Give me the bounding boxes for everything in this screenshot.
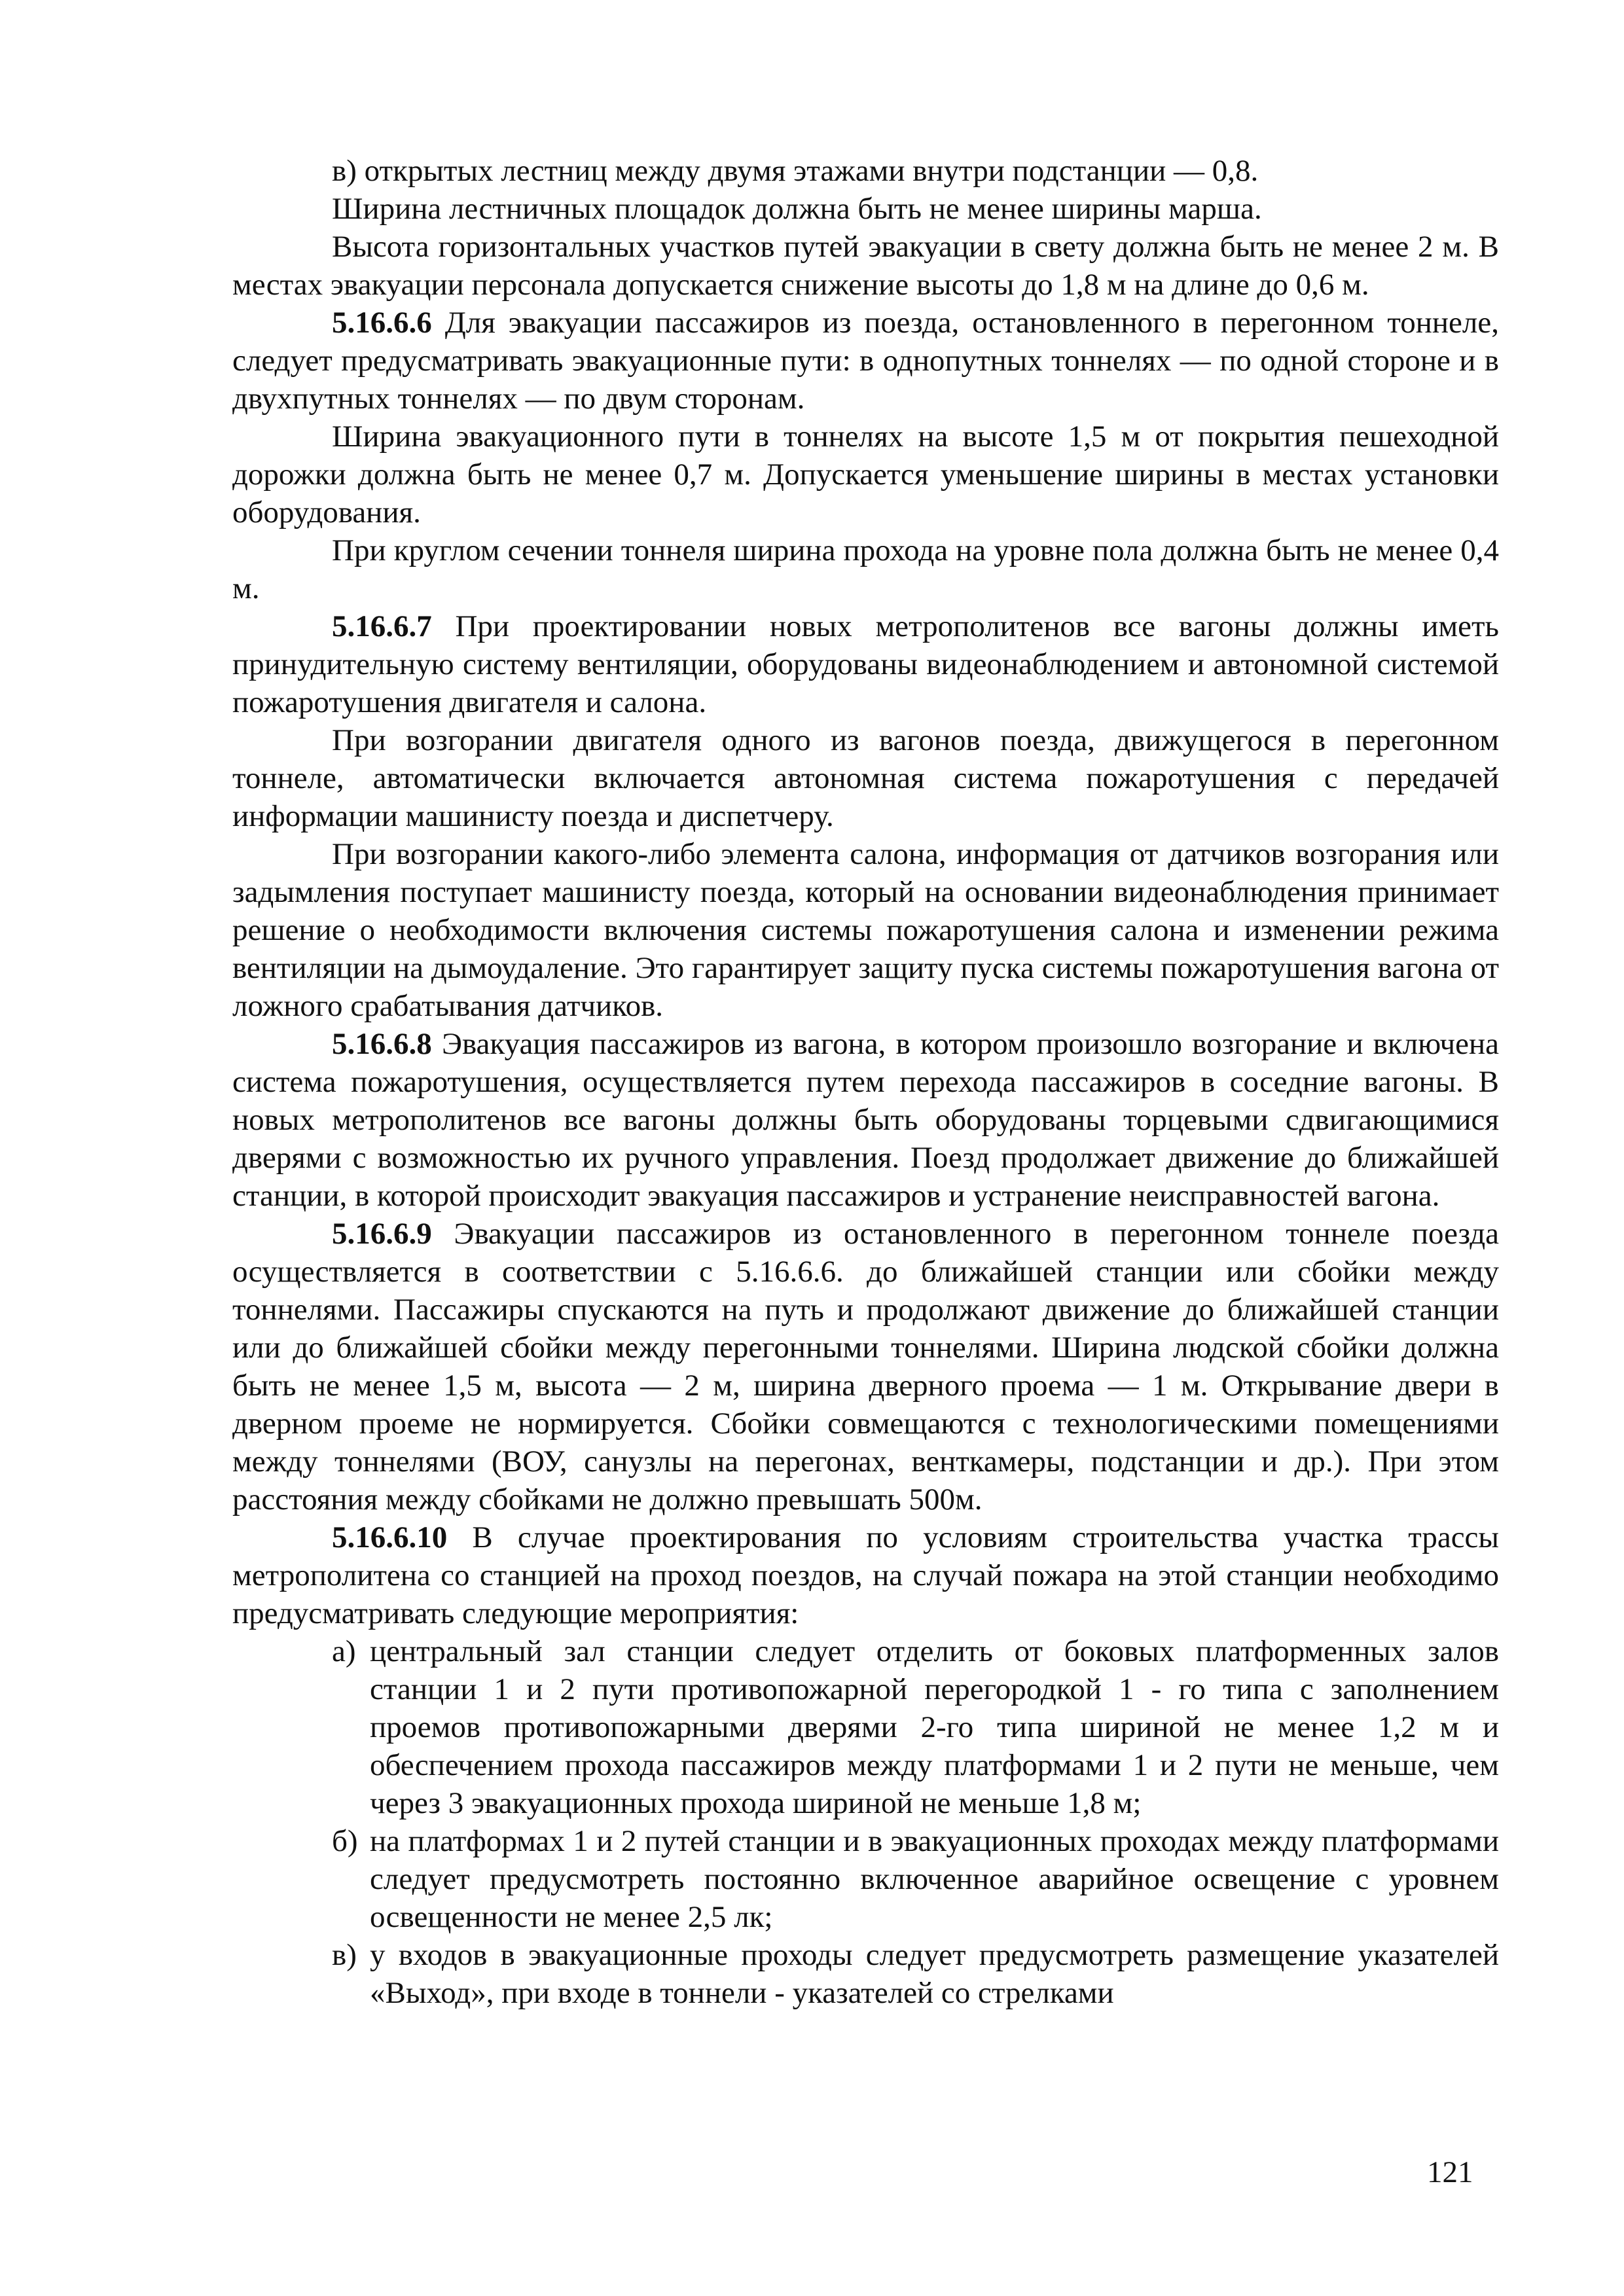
- clause-5-16-6-7: [232, 607, 1499, 721]
- list-marker: б): [332, 1824, 358, 1858]
- paragraph-salon-fire: При возгорании какого-либо элемента салона, информация от датчиков возгорания или задымления поступает машинисту поезда, который на основании видеонаблюдения принимает решение о необходимости включения системы пожаротушения салона и изменении режима вентиляции на дымоудаление. Это гарантирует защиту пуска системы пожаротушения вагона от ложного срабатывания датчиков.: [232, 837, 1499, 1023]
- clause-number: 5.16.6.9: [332, 1217, 432, 1251]
- list-marker: в): [332, 1938, 357, 1972]
- measures-list: [232, 1632, 1499, 2012]
- clause-text: В случае проектирования по условиям строительства участка трассы метрополитена со станцией на проход поездов, на случай пожара на этой станции необходимо предусматривать следующие мероприятия:: [232, 1520, 1499, 1630]
- clause-5-16-6-8: [232, 1025, 1499, 1215]
- list-item-text: центральный зал станции следует отделить от боковых платформенных залов станции 1 и 2 пути противопожарной перегородкой 1 - го типа с заполнением проемов противопожарными дверями 2-го типа шириной не менее 1,2 м и обеспечением прохода пассажиров между платформами 1 и 2 пути не меньше, чем через 3 эвакуационных прохода шириной не меньше 1,8 м;: [370, 1634, 1499, 1820]
- clause-5-16-6-6: [232, 304, 1499, 418]
- list-marker: а): [332, 1634, 356, 1668]
- clause-5-16-6-9: [232, 1215, 1499, 1518]
- paragraph-item-v-stairs: в) открытых лестниц между двумя этажами внутри подстанции — 0,8.: [332, 154, 1259, 188]
- list-item: [332, 1822, 1499, 1936]
- clause-text: При проектировании новых метрополитенов все вагоны должны иметь принудительную систему вентиляции, оборудованы видеонаблюдением и автономной системой пожаротушения двигателя и салона.: [232, 609, 1499, 719]
- clause-text: Для эвакуации пассажиров из поезда, остановленного в перегонном тоннеле, следует предусматривать эвакуационные пути: в однопутных тоннелях — по одной стороне и в двухпутных тоннелях — по двум сторонам.: [232, 306, 1499, 416]
- page-body: [232, 152, 1499, 2012]
- clause-text: Эвакуация пассажиров из вагона, в котором произошло возгорание и включена система пожаротушения, осуществляется путем перехода пассажиров в соседние вагоны. В новых метрополитенов все вагоны должны быть оборудованы торцевыми сдвигающимися дверями с возможностью их ручного управления. Поезд продолжает движение до ближайшей станции, в которой происходит эвакуация пассажиров и устранение неисправностей вагона.: [232, 1027, 1499, 1213]
- paragraph-landing-width: Ширина лестничных площадок должна быть не менее ширины марша.: [332, 192, 1262, 226]
- clause-5-16-6-10: [232, 1518, 1499, 1632]
- paragraph-engine-fire: При возгорании двигателя одного из вагонов поезда, движущегося в перегонном тоннеле, автоматически включается автономная система пожаротушения с передачей информации машинисту поезда и диспетчеру.: [232, 723, 1499, 833]
- paragraph-path-width: Ширина эвакуационного пути в тоннелях на высоте 1,5 м от покрытия пешеходной дорожки должна быть не менее 0,7 м. Допускается уменьшение ширины в местах установки оборудования.: [232, 420, 1499, 529]
- list-item-text: на платформах 1 и 2 путей станции и в эвакуационных проходах между платформами следует предусмотреть постоянно включенное аварийное освещение с уровнем освещенности не менее 2,5 лк;: [370, 1824, 1499, 1934]
- list-item-text: у входов в эвакуационные проходы следует предусмотреть размещение указателей «Выход», при входе в тоннели - указателей со стрелками: [370, 1938, 1499, 2010]
- paragraph-evacuation-height: Высота горизонтальных участков путей эвакуации в свету должна быть не менее 2 м. В местах эвакуации персонала допускается снижение высоты до 1,8 м на длине до 0,6 м.: [232, 230, 1499, 302]
- page-number: 121: [1427, 2155, 1473, 2189]
- list-item: [332, 1632, 1499, 1822]
- clause-number: 5.16.6.8: [332, 1027, 432, 1061]
- clause-text: Эвакуации пассажиров из остановленного в перегонном тоннеле поезда осуществляется в соответствии с 5.16.6.6. до ближайшей станции или сбойки между тоннелями. Пассажиры спускаются на путь и продолжают движение до ближайшей станции или до ближайшей сбойки между перегонными тоннелями. Ширина людской сбойки должна быть не менее 1,5 м, высота — 2 м, ширина дверного проема — 1 м. Открывание двери в дверном проеме не нормируется. Сбойки совмещаются с технологическими помещениями между тоннелями (ВОУ, санузлы на перегонах, венткамеры, подстанции и др.). При этом расстояния между сбойками не должно превышать 500м.: [232, 1217, 1499, 1516]
- clause-number: 5.16.6.7: [332, 609, 432, 643]
- clause-number: 5.16.6.10: [332, 1520, 448, 1554]
- clause-number: 5.16.6.6: [332, 306, 432, 340]
- list-item: [332, 1936, 1499, 2012]
- paragraph-round-section: При круглом сечении тоннеля ширина прохода на уровне пола должна быть не менее 0,4 м.: [232, 533, 1499, 605]
